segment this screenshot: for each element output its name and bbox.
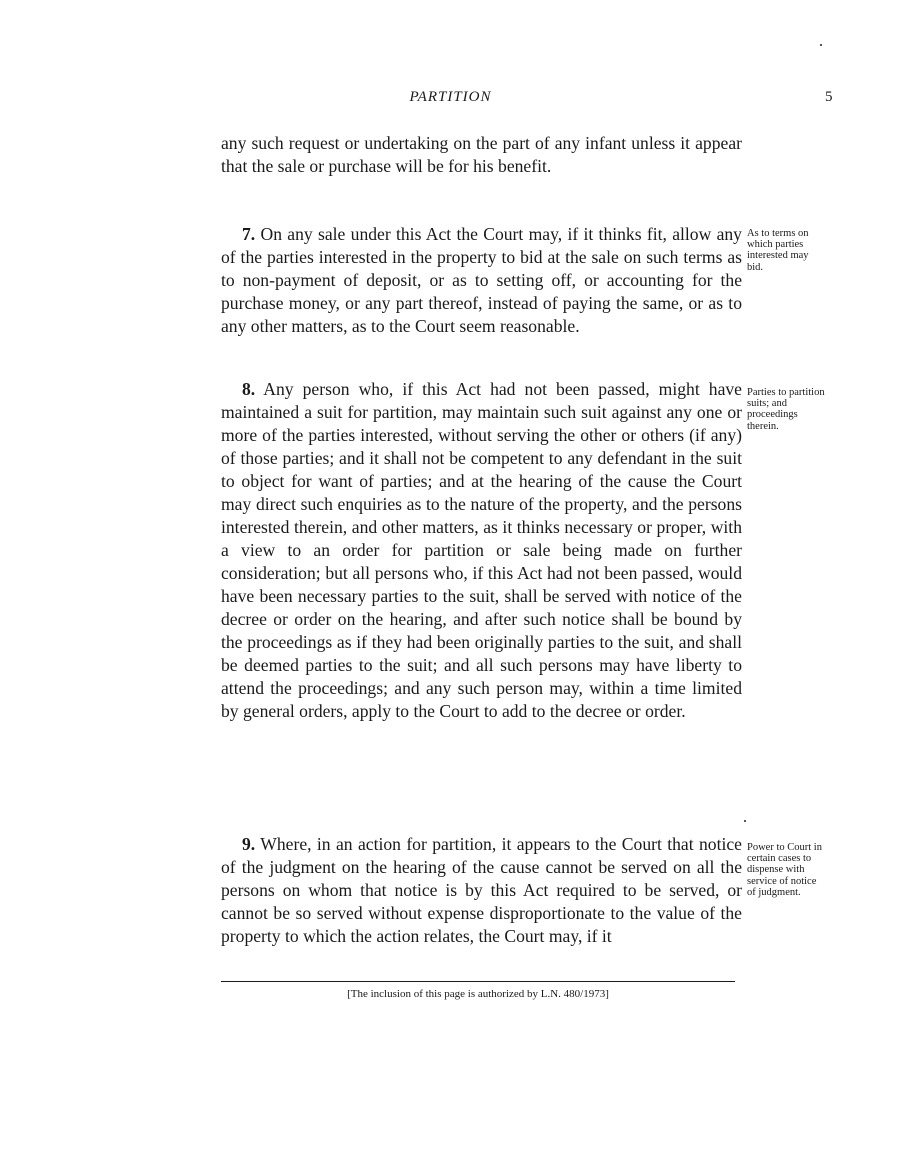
section-9-number: 9. (242, 834, 256, 854)
footer-rule (221, 981, 735, 982)
page-number: 5 (825, 89, 833, 105)
scan-speck (744, 820, 746, 822)
section-7-paragraph (221, 223, 742, 338)
section-8-number: 8. (242, 379, 256, 399)
section-7-number: 7. (242, 224, 256, 244)
section-9-margin-note: Power to Court in certain cases to dispense with service of notice of judgment. (747, 842, 822, 898)
section-7-margin-note: As to terms on which parties interested may bid. (747, 228, 809, 273)
section-8-margin-note: Parties to partition suits; and proceedings therein. (747, 387, 825, 432)
section-8-paragraph (221, 378, 742, 723)
section-8-text: Any person who, if this Act had not been passed, might have maintained a suit for partition, may maintain such suit against any one or more of the parties interested, without serving the other or others (if any) of those parties; and it shall not be competent to any defendant in the suit to object for want of parties; and at the hearing of the cause the Court may direct such enquiries as to the nature of the property, and the persons interested therein, and other matters, as it thinks necessary or proper, with a view to an order for partition or sale being made on further consideration; but all persons who, if this Act had not been passed, would have been necessary parties to the suit, shall be served with notice of the decree or order on the hearing, and after such notice shall be bound by the proceedings as if they had been originally parties to the suit, and shall be deemed parties to the suit; and all such persons may have liberty to attend the proceedings; and any such person may, within a time limited by general orders, apply to the Court to add to the decree or order. (221, 379, 742, 721)
section-9-paragraph (221, 833, 742, 948)
scan-speck (820, 44, 822, 46)
section-7-text: On any sale under this Act the Court may, if it thinks fit, allow any of the parties interested in the property to bid at the sale on such terms as to non-payment of deposit, or as to setting off, or accounting for the purchase money, or any part thereof, instead of paying the same, or as to any other matters, as to the Court seem reasonable. (221, 224, 742, 336)
continuation-paragraph: any such request or undertaking on the part of any infant unless it appear that the sale or purchase will be for his benefit. (221, 133, 742, 176)
footer-authorization-note: [The inclusion of this page is authorized by L.N. 480/1973] (347, 988, 609, 1000)
running-header-title: PARTITION (409, 89, 492, 105)
section-9-text: Where, in an action for partition, it appears to the Court that notice of the judgment on the hearing of the cause cannot be served on all the persons on whom that notice is by this Act required to be served, or cannot be so served without expense disproportionate to the value of the property to which the action relates, the Court may, if it (221, 834, 742, 946)
